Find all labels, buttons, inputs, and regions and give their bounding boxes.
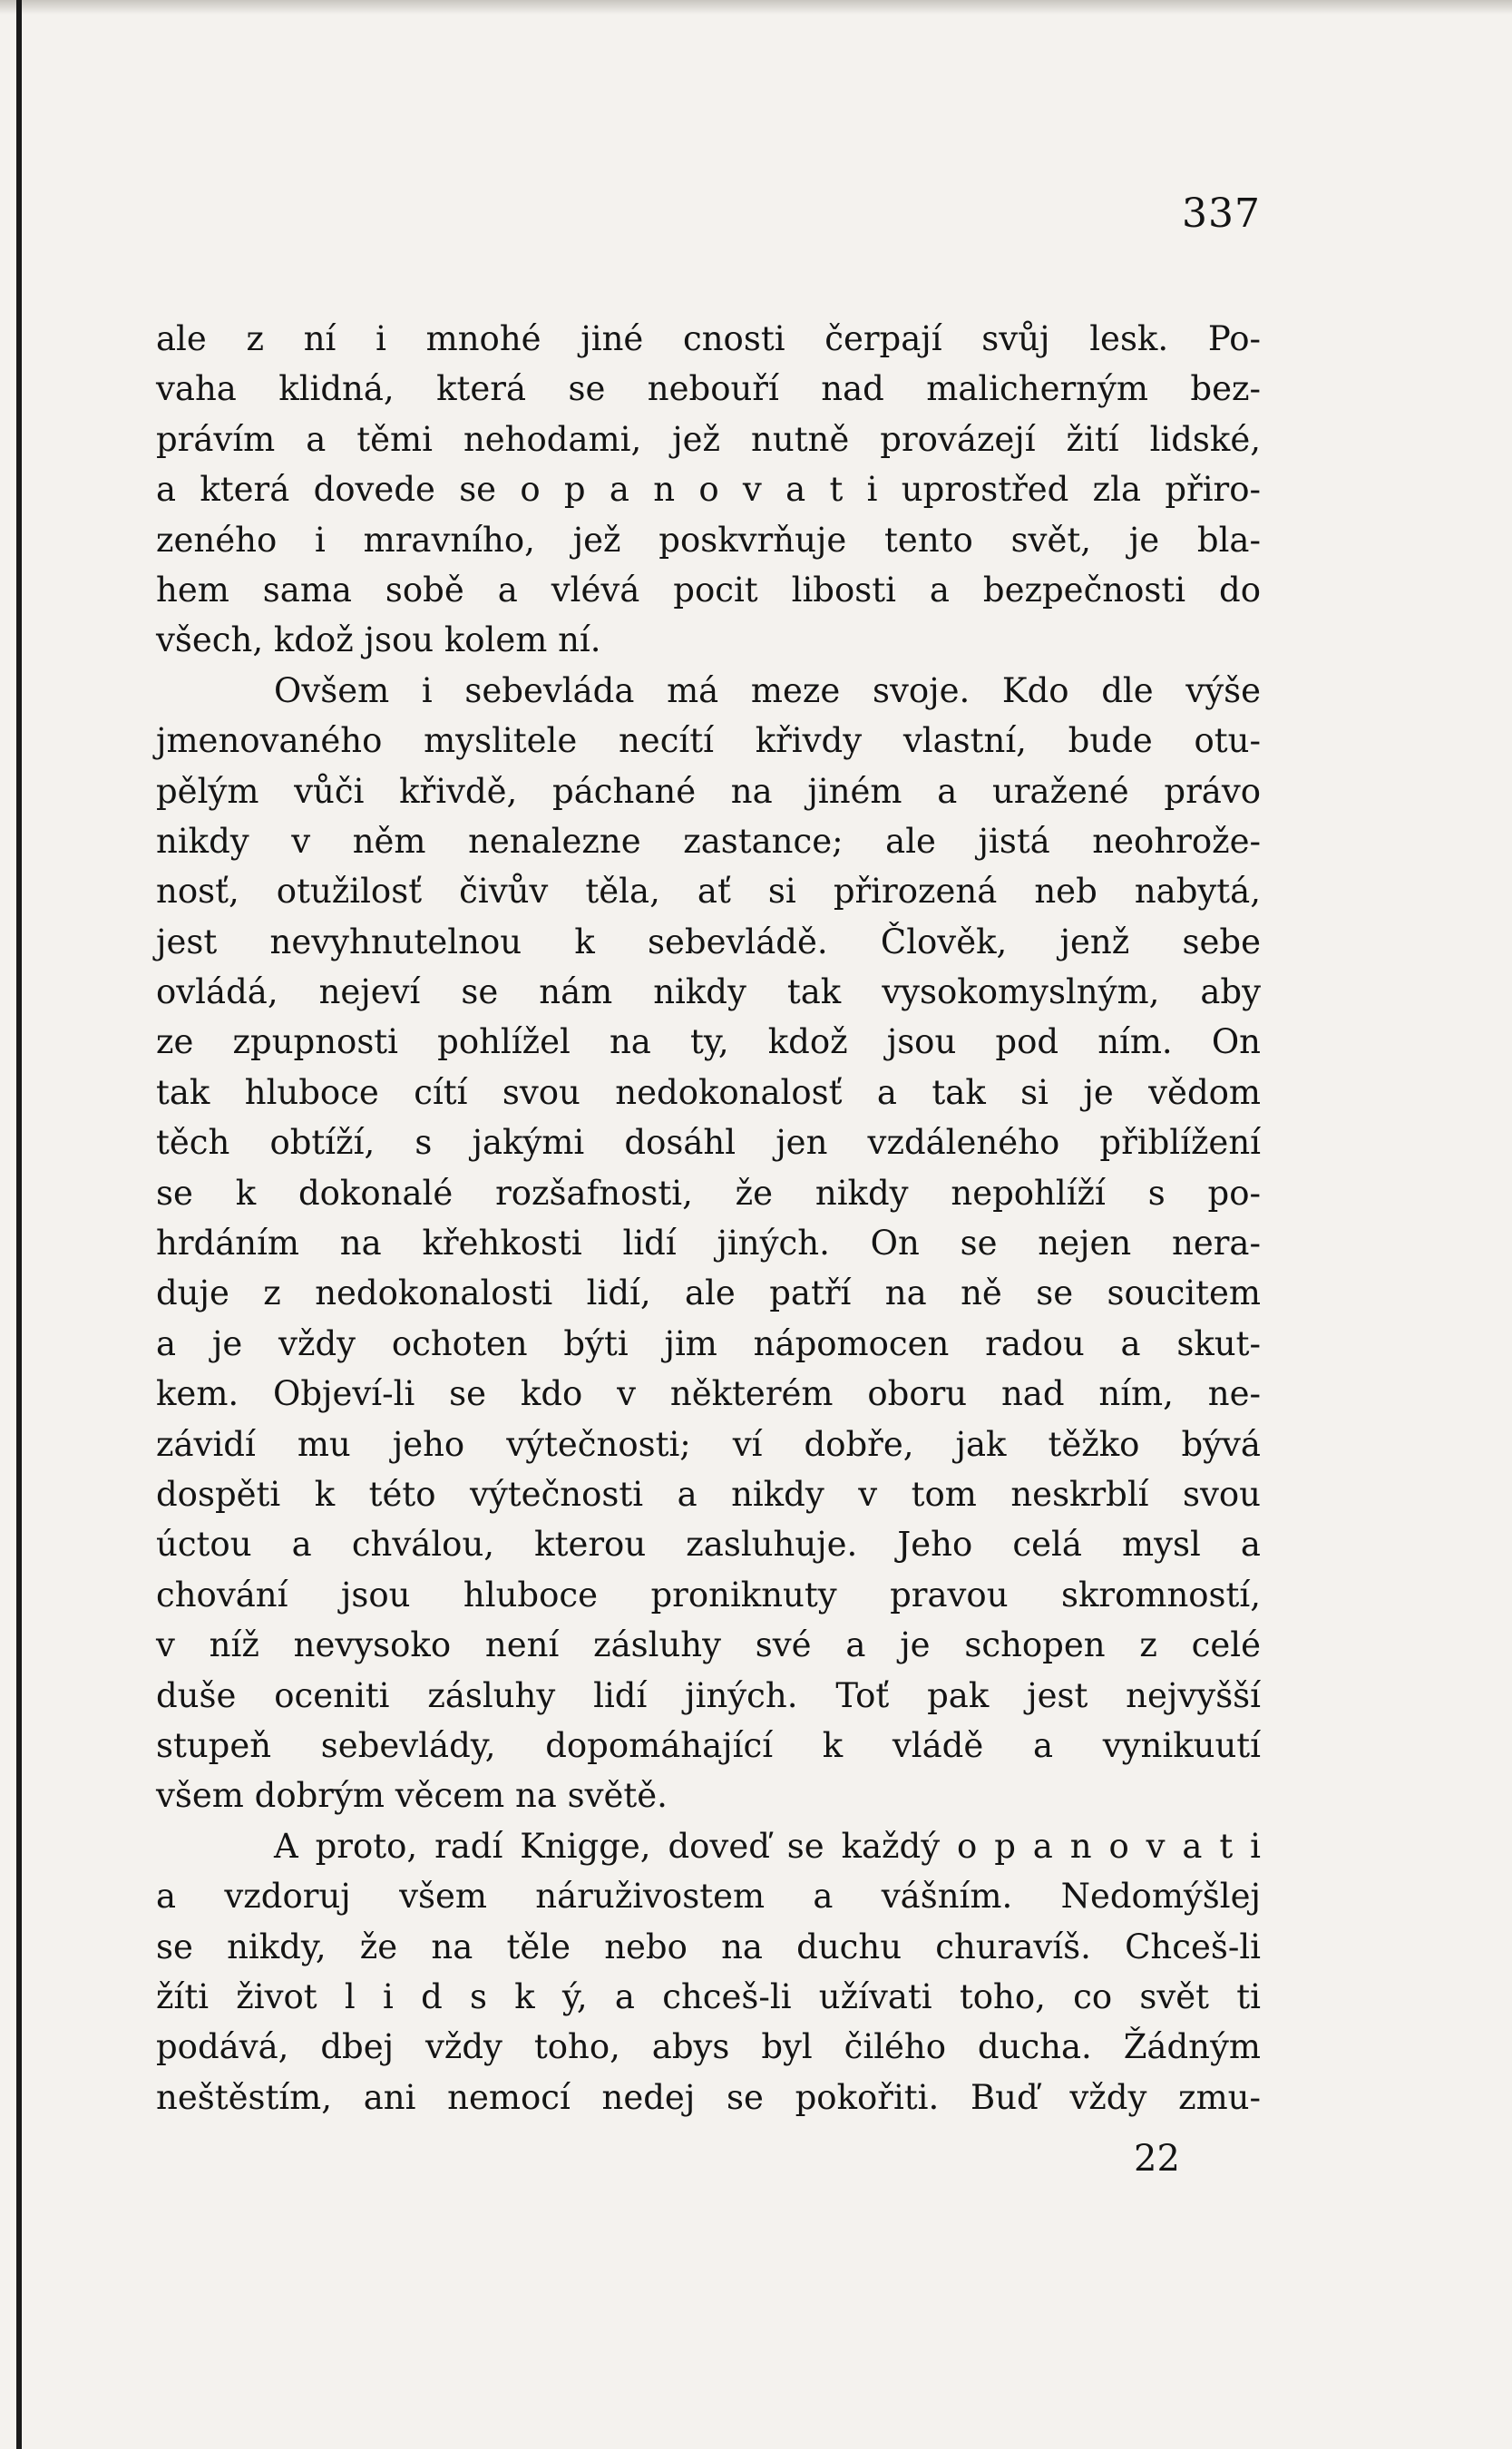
page-top-shadow bbox=[0, 0, 1512, 15]
signature-mark: 22 bbox=[1134, 2138, 1180, 2180]
text-line: nikdy v něm nenalezne zastance; ale jistá neohrože- bbox=[156, 821, 1261, 861]
text-line: neštěstím, ani nemocí nedej se pokořiti. Buď vždy zmu- bbox=[156, 2077, 1261, 2117]
text-line: hrdáním na křehkosti lidí jiných. On se nejen nera- bbox=[156, 1224, 1261, 1264]
text-line: podává, dbej vždy toho, abys byl čilého ducha. Žádným bbox=[156, 2027, 1261, 2067]
text-line: A proto, radí Knigge, doveď se každý o p a n o v a t i bbox=[274, 1826, 1261, 1866]
text-line: Ovšem i sebevláda má meze svoje. Kdo dle výše bbox=[274, 670, 1261, 710]
text-line: vaha klidná, která se nebouří nad malicherným bez- bbox=[156, 369, 1261, 409]
text-line: všem dobrým věcem na světě. bbox=[156, 1776, 668, 1816]
text-line: všech, kdož jsou kolem ní. bbox=[156, 620, 601, 660]
text-line: jest nevyhnutelnou k sebevládě. Člověk, jenž sebe bbox=[156, 922, 1261, 961]
text-line: ale z ní i mnohé jiné cnosti čerpají svůj lesk. Po- bbox=[156, 319, 1261, 358]
text-line: duje z nedokonalosti lidí, ale patří na ně se soucitem bbox=[156, 1273, 1261, 1313]
text-line: duše oceniti zásluhy lidí jiných. Toť pak jest nejvyšší bbox=[156, 1675, 1261, 1715]
page-number: 337 bbox=[1182, 190, 1261, 237]
text-line: a vzdoruj všem náruživostem a vášním. Nedomýšlej bbox=[156, 1877, 1261, 1917]
text-line: se k dokonalé rozšafnosti, že nikdy nepohlíží s po- bbox=[156, 1173, 1261, 1213]
text-line: ze zpupnosti pohlížel na ty, kdož jsou pod ním. On bbox=[156, 1022, 1261, 1062]
text-line: dospěti k této výtečnosti a nikdy v tom neskrblí svou bbox=[156, 1474, 1261, 1514]
body-text bbox=[156, 314, 1261, 2122]
binding-edge bbox=[16, 0, 22, 2449]
text-line: pělým vůči křivdě, páchané na jiném a uražené právo bbox=[156, 771, 1261, 811]
text-line: jmenovaného myslitele necítí křivdy vlastní, bude otu- bbox=[156, 721, 1261, 761]
text-line: stupeň sebevlády, dopomáhající k vládě a vynikuutí bbox=[156, 1725, 1261, 1765]
text-line: a která dovede se o p a n o v a t i uprostřed zla přiro- bbox=[156, 470, 1261, 510]
text-line: hem sama sobě a vlévá pocit libosti a bezpečnosti do bbox=[156, 570, 1261, 610]
text-line: ovládá, nejeví se nám nikdy tak vysokomyslným, aby bbox=[156, 972, 1261, 1012]
text-line: v níž nevysoko není zásluhy své a je schopen z celé bbox=[156, 1625, 1261, 1665]
text-line: právím a těmi nehodami, jež nutně provázejí žití lidské, bbox=[156, 419, 1261, 459]
text-line: se nikdy, že na těle nebo na duchu churavíš. Chceš-li bbox=[156, 1927, 1261, 1966]
text-line: nosť, otužilosť čivův těla, ať si přirozená neb nabytá, bbox=[156, 872, 1261, 912]
text-line: závidí mu jeho výtečnosti; ví dobře, jak těžko bývá bbox=[156, 1424, 1261, 1464]
text-line: kem. Objeví-li se kdo v některém oboru nad ním, ne- bbox=[156, 1374, 1261, 1414]
text-line: úctou a chválou, kterou zasluhuje. Jeho celá mysl a bbox=[156, 1525, 1261, 1565]
text-line: chování jsou hluboce proniknuty pravou skromností, bbox=[156, 1575, 1261, 1615]
text-line: žíti život l i d s k ý, a chceš-li užívati toho, co svět ti bbox=[156, 1976, 1261, 2016]
text-line: těch obtíží, s jakými dosáhl jen vzdáleného přiblížení bbox=[156, 1123, 1261, 1163]
text-line: a je vždy ochoten býti jim nápomocen radou a skut- bbox=[156, 1323, 1261, 1363]
text-line: zeného i mravního, jež poskvrňuje tento svět, je bla- bbox=[156, 520, 1261, 560]
text-line: tak hluboce cítí svou nedokonalosť a tak si je vědom bbox=[156, 1072, 1261, 1112]
